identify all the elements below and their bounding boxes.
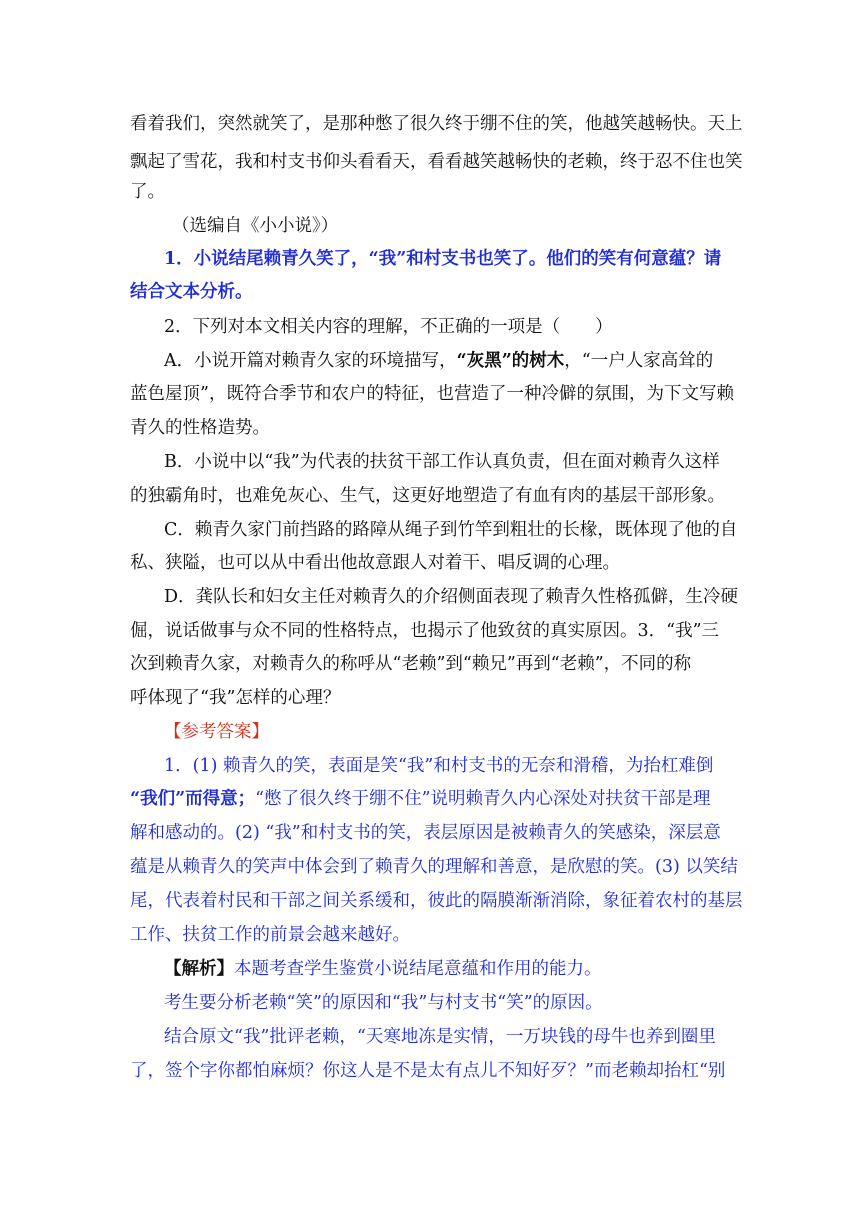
source-note: （选编自《小小说》） (172, 216, 339, 236)
answer-line-5: 尾，代表着村民和干部之间关系缓和，彼此的隔膜渐渐消除，象征着农村的基层 (130, 891, 743, 911)
analysis-line-2: 考生要分析老赖“笑”的原因和“我”与村支书“笑”的原因。 (164, 993, 603, 1013)
option-a-text: A．小说开篇对赖青久家的环境描写， (164, 351, 457, 371)
answer-text-cont: “憋了很久终于绷不住”说明赖青久内心深处对扶贫干部是理 (255, 789, 711, 809)
answer-line-1: 1．(1) 赖青久的笑，表面是笑“我”和村支书的无奈和滑稽，为抬杠难倒 (164, 756, 714, 776)
option-b-line-1: B．小说中以“我”为代表的扶贫干部工作认真负责，但在面对赖青久这样 (164, 452, 720, 472)
option-c-line-1: C．赖青久家门前挡路的路障从绳子到竹竿到粗壮的长椽，既体现了他的自 (164, 520, 738, 540)
question-1-line-1: 1．小说结尾赖青久笑了，“我”和村支书也笑了。他们的笑有何意蕴？请 (164, 249, 722, 269)
passage-line-1: 看着我们，突然就笑了，是那种憋了很久终于绷不住的笑，他越笑越畅快。天上 (130, 114, 743, 134)
option-c-line-2: 私、狭隘，也可以从中看出他故意跟人对着干、唱反调的心理。 (130, 553, 620, 573)
answer-label: 【参考答案】 (164, 722, 269, 742)
analysis-line-1 (164, 955, 602, 980)
passage-line-2: 飘起了雪花，我和村支书仰头看看天，看看越笑越畅快的老赖，终于忍不住也笑 (130, 152, 743, 172)
analysis-line-4: 了，签个字你都怕麻烦？你这人是不是太有点儿不知好歹？”而老赖却抬杠“别 (130, 1061, 726, 1081)
option-a-line-1 (164, 347, 713, 372)
analysis-text: 本题考查学生鉴赏小说结尾意蕴和作用的能力。 (234, 959, 602, 979)
question-3-line-2: 呼体现了“我”怎样的心理？ (130, 688, 341, 708)
option-d-line-2: 倔，说话做事与众不同的性格特点，也揭示了他致贫的真实原因。3．“我”三 (130, 621, 720, 641)
option-a-line-2: 蓝色屋顶”，既符合季节和农户的特征，也营造了一种冷僻的氛围，为下文写赖 (130, 384, 734, 404)
answer-line-2 (130, 785, 711, 810)
answer-line-6: 工作、扶贫工作的前景会越来越好。 (130, 925, 410, 945)
option-b-line-2: 的独霸角时，也难免灰心、生气，这更好地塑造了有血有肉的基层干部形象。 (130, 486, 725, 506)
passage-line-3: 了。 (130, 182, 165, 202)
option-d-line-1: D．龚队长和妇女主任对赖青久的介绍侧面表现了赖青久性格孤僻，生冷硬 (164, 587, 739, 607)
analysis-label: 【解析】 (164, 959, 234, 979)
answer-line-4: 蕴是从赖青久的笑声中体会到了赖青久的理解和善意，是欣慰的笑。(3) 以笑结 (130, 857, 738, 877)
option-a-bold-text: “灰黑”的树木 (456, 351, 565, 371)
answer-bold-text: “我们”而得意； (130, 789, 256, 809)
question-2-stem: 2．下列对本文相关内容的理解，不正确的一项是（ ） (164, 317, 613, 337)
analysis-line-3: 结合原文“我”批评老赖，“天寒地冻是实情，一万块钱的母牛也养到圈里 (164, 1027, 716, 1047)
option-a-text-cont: ，“一户人家高耸的 (564, 351, 714, 371)
question-1-line-2: 结合文本分析。 (130, 282, 253, 302)
option-a-line-3: 青久的性格造势。 (130, 418, 270, 438)
question-3-line-1: 次到赖青久家，对赖青久的称呼从“老赖”到“赖兄”再到“老赖”，不同的称 (130, 654, 692, 674)
answer-line-3: 解和感动的。(2) “我”和村支书的笑，表层原因是被赖青久的笑感染，深层意 (130, 823, 721, 843)
